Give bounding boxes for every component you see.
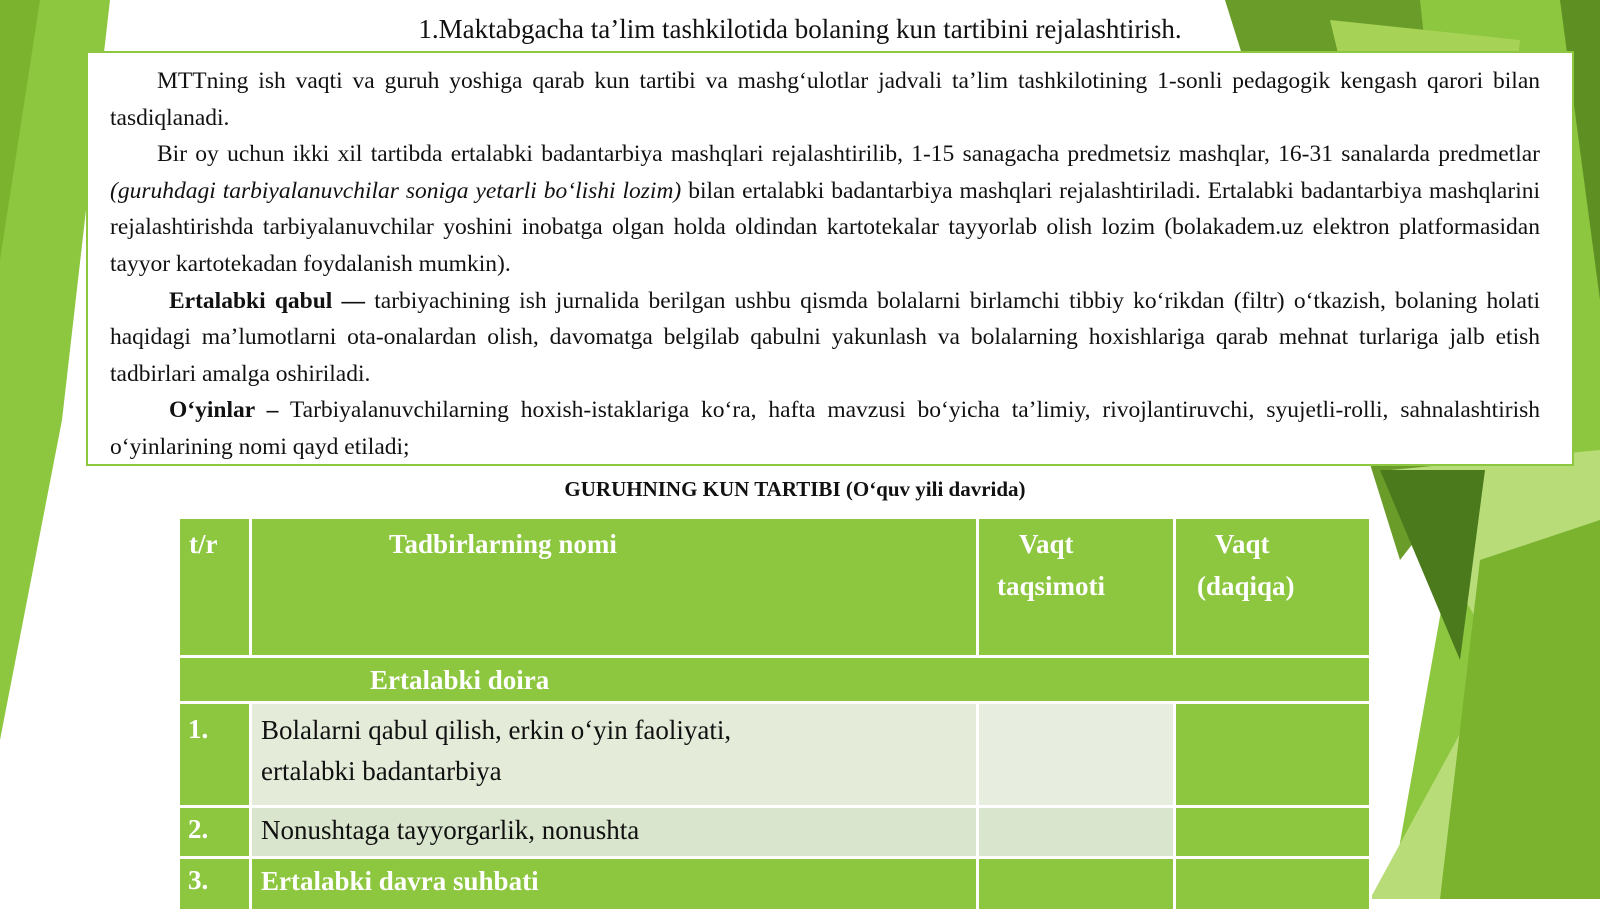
table-row	[179, 858, 1371, 911]
row-3-activity: Ertalabki davra suhbati	[251, 858, 978, 911]
paragraph-2	[110, 136, 1540, 282]
paragraph-1	[110, 63, 1540, 136]
row-1-num: 1.	[179, 703, 251, 807]
row-1-minutes	[1175, 703, 1371, 807]
header-minutes	[1175, 518, 1371, 657]
paragraph-4	[110, 392, 1540, 465]
section-label: Ertalabki doira	[370, 665, 550, 695]
table-caption: GURUHNING KUN TARTIBI (O‘quv yili davrida)	[564, 477, 1026, 501]
row-2-time	[978, 807, 1175, 858]
paragraph-2-text-b: bilan ertalabki badantarbiya mashqlari rejalashtiriladi. Ertalabki badantarbiya mashqlarini rejalashtirishda tarbiyalanuvchilar yoshini inobatga olgan holda oldindan kartotekalar tayyorlab olish lozim (bolakadem.uz elektron platformasidan tayyor kartotekadan foydalanish mumkin).	[110, 177, 1540, 277]
paragraph-2-text-a: Bir oy uchun ikki xil tartibda ertalabki badantarbiya mashqlari rejalashtirilib, 1-15 sanagacha predmetsiz mashqlar, 16-31 sanalarda predmetlar	[157, 141, 1540, 168]
section-label-cell	[179, 657, 1371, 703]
header-num-label: t/r	[189, 529, 218, 559]
header-time-line1: Vaqt	[1019, 529, 1074, 559]
paragraph-1-text: MTTning ish vaqti va guruh yoshiga qarab kun tartibi va mashg‘ulotlar jadvali ta’lim tashkilotining 1-sonli pedagogik kengash qarori bilan tasdiqlanadi.	[110, 68, 1540, 131]
schedule-table	[177, 516, 1372, 912]
row-2-activity: Nonushtaga tayyorgarlik, nonushta	[251, 807, 978, 858]
header-minutes-line1: Vaqt	[1215, 529, 1270, 559]
table-header-row	[179, 518, 1371, 657]
paragraph-4-text: Tarbiyalanuvchilarning hoxish-istaklariga ko‘ra, hafta mavzusi bo‘yicha ta’limiy, rivojlantiruvchi, syujetli-rolli, sahnalashtirish o‘yinlarining nomi qayd etiladi;	[110, 397, 1540, 460]
row-3-num: 3.	[179, 858, 251, 911]
table-section-row	[179, 657, 1371, 703]
row-3-time	[978, 858, 1175, 911]
row-2-num: 2.	[179, 807, 251, 858]
header-minutes-line2: (daqiqa)	[1197, 571, 1295, 601]
row-2-minutes	[1175, 807, 1371, 858]
row-1-activity-line1: Bolalarni qabul qilish, erkin o‘yin faoliyati,	[261, 715, 732, 745]
paragraph-2-italic: (guruhdagi tarbiyalanuvchilar soniga yetarli bo‘lishi lozim)	[110, 177, 682, 204]
row-1-activity-line2: ertalabki badantarbiya	[261, 756, 502, 786]
paragraph-4-term: O‘yinlar –	[169, 397, 279, 424]
table-row	[179, 703, 1371, 807]
header-time	[978, 518, 1175, 657]
text-box	[86, 51, 1574, 466]
header-name	[251, 518, 978, 657]
header-time-line2: taqsimoti	[997, 571, 1105, 601]
paragraph-3-term: Ertalabki qabul —	[169, 287, 366, 314]
row-1-activity	[251, 703, 978, 807]
row-3-minutes	[1175, 858, 1371, 911]
header-num	[179, 518, 251, 657]
header-name-label: Tadbirlarning nomi	[389, 529, 617, 559]
table-row	[179, 807, 1371, 858]
page-title: 1.Maktabgacha ta’lim tashkilotida bolaning kun tartibini rejalashtirish.	[418, 14, 1182, 44]
paragraph-3-text: tarbiyachining ish jurnalida berilgan ushbu qismda bolalarni birlamchi tibbiy ko‘rikdan (filtr) o‘tkazish, bolaning holati haqidagi ma’lumotlarni ota-onalardan olish, davomatga belgilab qabulni yakunlash va bolalarning hoxishlariga qarab mehnat turlariga jalb etish tadbirlari amalga oshiriladi.	[110, 287, 1541, 387]
row-1-time	[978, 703, 1175, 807]
paragraph-3	[110, 283, 1540, 393]
